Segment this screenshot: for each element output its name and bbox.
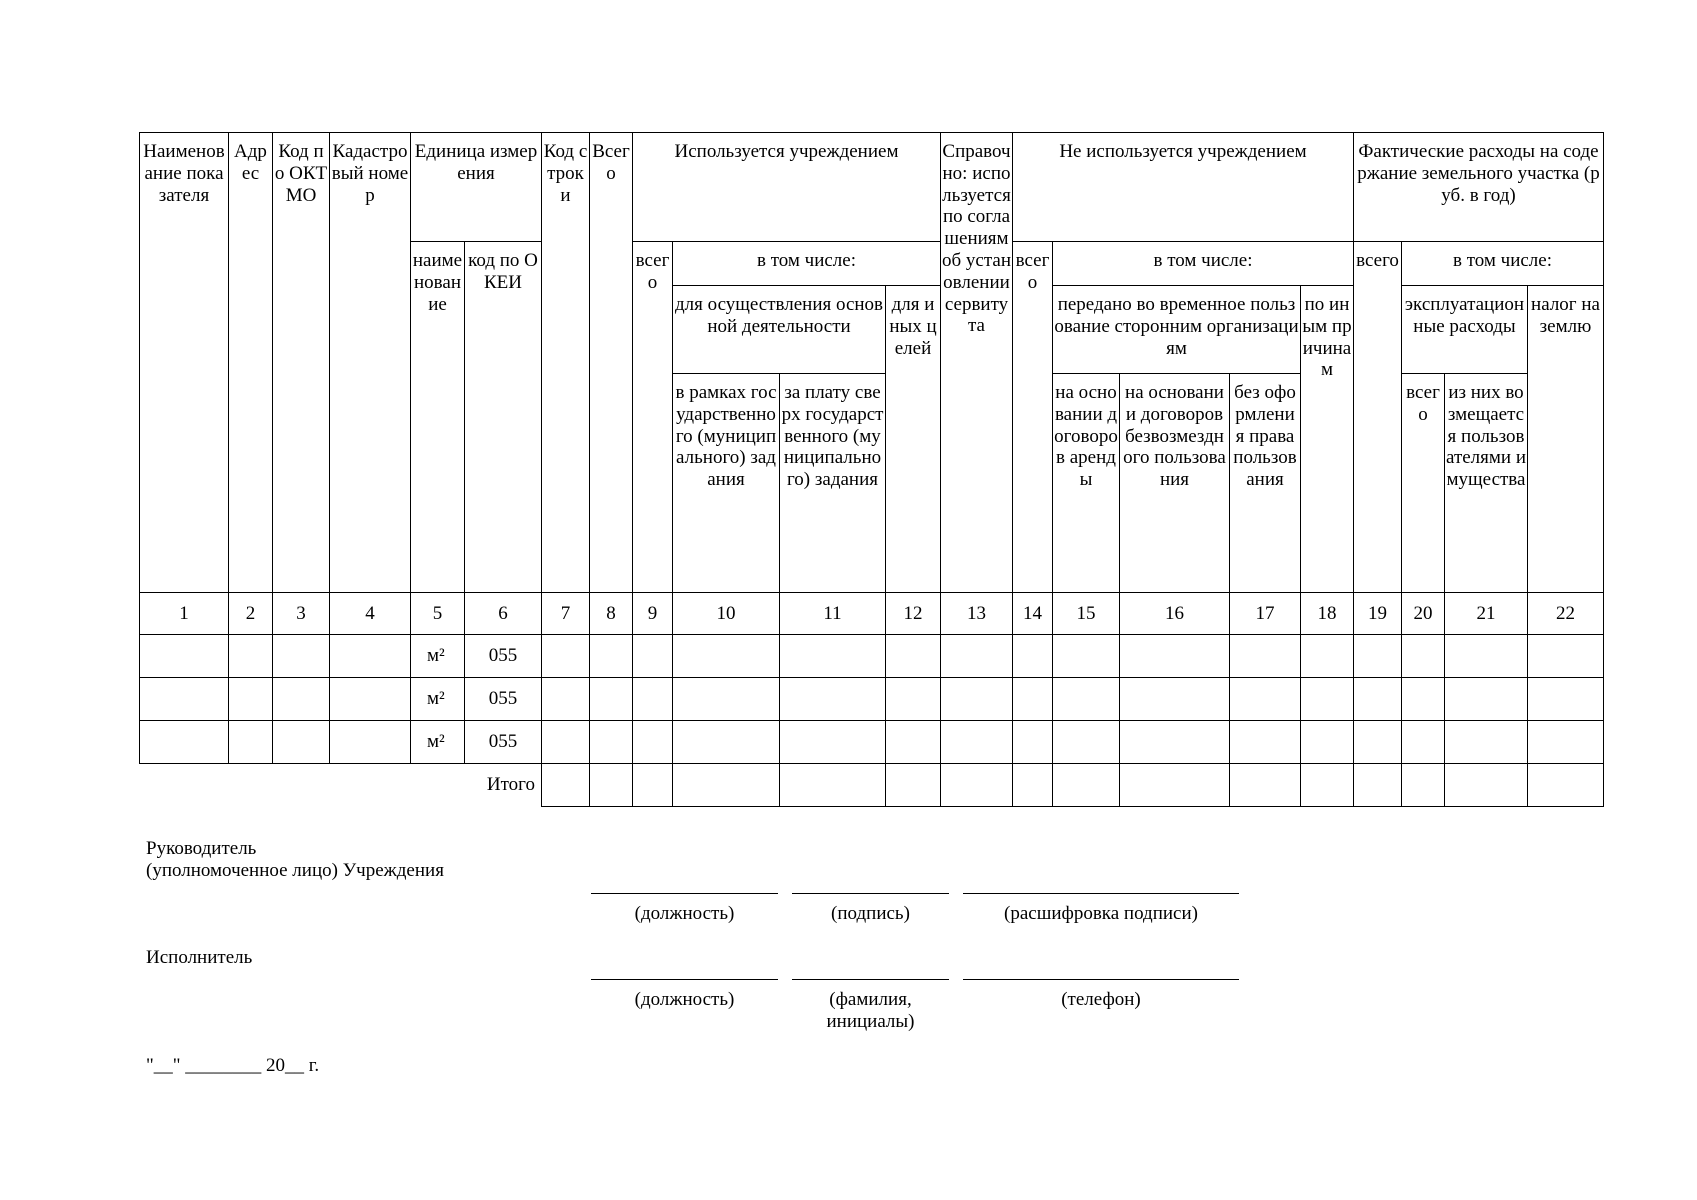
column-number: 7 [542,593,590,635]
header-state-task: в рамках государственного (муниципального) задания [673,374,780,593]
head-position-line[interactable] [591,893,778,894]
column-number: 21 [1445,593,1528,635]
header-other-purposes: для иных целей [886,286,941,593]
header-other-reasons: по иным причинам [1301,286,1354,593]
header-exp-incl: в том числе: [1402,242,1604,286]
executor-name-caption: (фамилия, инициалы) [826,989,915,1032]
head-signature-caption: (подпись) [831,903,910,924]
header-used-total: всего [633,242,673,593]
header-exp-total: всего [1354,242,1402,593]
executor-position-caption: (должность) [634,989,735,1010]
column-number: 16 [1120,593,1230,635]
column-number: 14 [1013,593,1053,635]
head-label-sub: (уполномоченное лицо) Учреждения [146,860,444,881]
header-lease: на основании договоров аренды [1053,374,1120,593]
column-number: 8 [590,593,633,635]
header-row-code: Код строки [542,133,590,593]
total-row [140,764,1604,807]
date-line: "__" ________ 20__ г. [146,1055,320,1076]
header-temp-use: передано во временное пользование сторонним организациям [1053,286,1301,374]
header-oktmo: Код по ОКТМО [273,133,330,593]
column-number: 20 [1402,593,1445,635]
head-decoding-line[interactable] [963,893,1239,894]
column-number: 13 [941,593,1013,635]
header-unit-name: наименование [411,242,465,593]
head-decoding-caption: (расшифровка подписи) [1004,903,1198,924]
header-operating: эксплуатационные расходы [1402,286,1528,374]
total-label: Итого [140,764,542,807]
header-main-activity: для осуществления основной деятельности [673,286,886,374]
column-number: 18 [1301,593,1354,635]
unit-cell: м² [411,635,465,678]
unit-cell: м² [411,678,465,721]
header-unit-okei: код по ОКЕИ [465,242,542,593]
head-position-caption: (должность) [634,903,735,924]
column-number: 5 [411,593,465,635]
header-not-used: Не используется учреждением [1013,133,1354,242]
land-usage-table [139,132,1604,807]
header-unit: Единица измерения [411,133,542,242]
executor-label: Исполнитель [146,947,253,968]
column-number: 9 [633,593,673,635]
header-land-tax: налог на землю [1528,286,1604,593]
column-number: 6 [465,593,542,635]
head-label: Руководитель [146,838,257,859]
column-number: 4 [330,593,411,635]
header-no-doc: без оформления права пользования [1230,374,1301,593]
column-number: 19 [1354,593,1402,635]
header-free-use: на основании договоров безвозмездного пользования [1120,374,1230,593]
head-signature-line[interactable] [792,893,949,894]
unit-cell: м² [411,721,465,764]
header-total: Всего [590,133,633,593]
header-used: Используется учреждением [633,133,941,242]
header-cadastral: Кадастровый номер [330,133,411,593]
header-address: Адрес [229,133,273,593]
okei-cell: 055 [465,721,542,764]
header-used-incl: в том числе: [673,242,941,286]
column-number: 1 [140,593,229,635]
column-number: 10 [673,593,780,635]
header-expenses: Фактические расходы на содержание земельного участка (руб. в год) [1354,133,1604,242]
column-number-row [140,593,1604,635]
executor-phone-line[interactable] [963,979,1239,980]
column-number: 15 [1053,593,1120,635]
executor-name-line[interactable] [792,979,949,980]
column-number: 12 [886,593,941,635]
column-number: 3 [273,593,330,635]
table-row [140,635,1604,678]
header-name: Наименование показателя [140,133,229,593]
okei-cell: 055 [465,635,542,678]
column-number: 11 [780,593,886,635]
table-row [140,678,1604,721]
executor-position-line[interactable] [591,979,778,980]
executor-phone-caption: (телефон) [1061,989,1141,1010]
header-op-total: всего [1402,374,1445,593]
header-paid-over-task: за плату сверх государственного (муниципального) задания [780,374,886,593]
column-number: 22 [1528,593,1604,635]
column-number: 2 [229,593,273,635]
header-not-used-total: всего [1013,242,1053,593]
header-servitude: Справочно: используется по соглашениям об установлении сервитута [941,133,1013,593]
column-number: 17 [1230,593,1301,635]
table-row [140,721,1604,764]
okei-cell: 055 [465,678,542,721]
header-not-used-incl: в том числе: [1053,242,1354,286]
header-op-reimbursed: из них возмещается пользователями имущества [1445,374,1528,593]
